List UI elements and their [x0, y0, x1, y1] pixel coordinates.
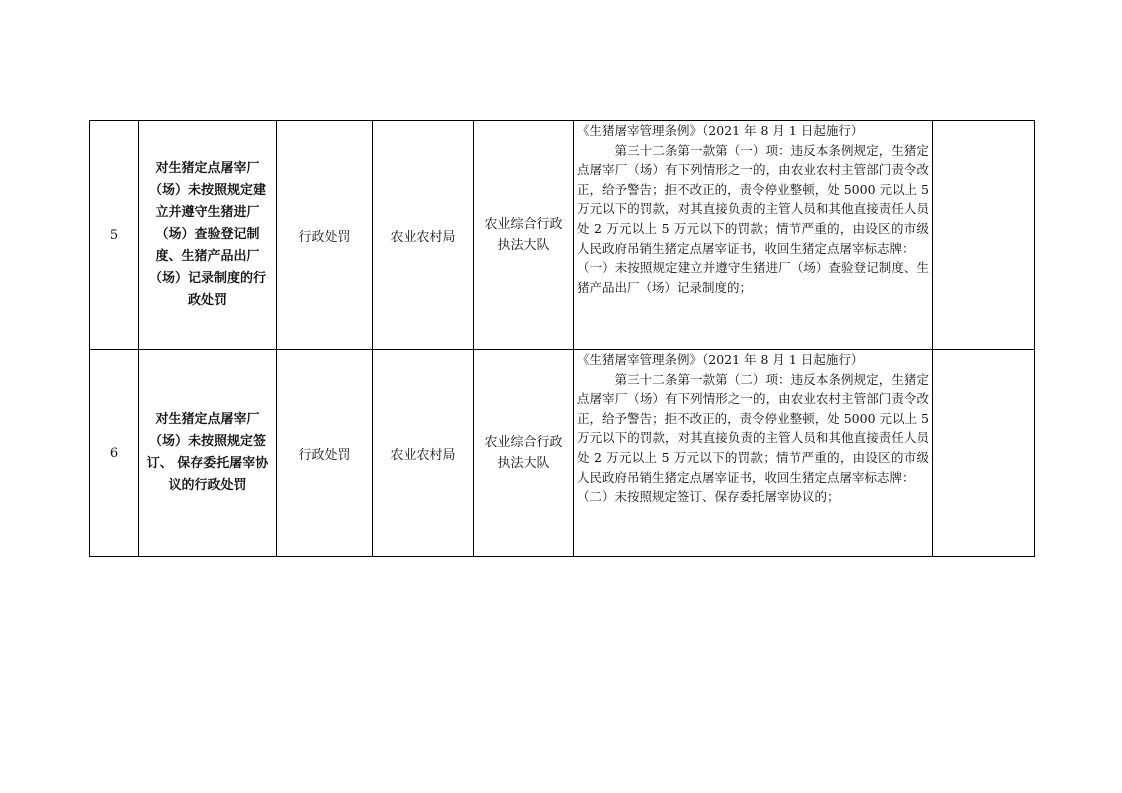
table-row — [90, 121, 1035, 350]
legal-basis — [574, 121, 933, 350]
enforcement-unit: 农业综合行政执法大队 — [474, 350, 574, 557]
responsible-department: 农业农村局 — [373, 350, 474, 557]
power-list-table — [89, 120, 1035, 557]
row-number: 6 — [90, 350, 139, 557]
legal-basis-law: 《生猪屠宰管理条例》（2021 年 8 月 1 日起施行） — [577, 352, 864, 367]
legal-basis-law: 《生猪屠宰管理条例》（2021 年 8 月 1 日起施行） — [577, 123, 864, 138]
legal-basis-clause: （一）未按照规定建立并遵守生猪进厂（场）查验登记制度、生猪产品出厂（场）记录制度的； — [577, 260, 929, 295]
item-name: 对生猪定点屠宰厂（场）未按照规定签订、 保存委托屠宰协议的行政处罚 — [139, 350, 277, 557]
power-category: 行政处罚 — [277, 121, 373, 350]
note-cell — [933, 121, 1035, 350]
legal-basis-body: 第三十二条第一款第（一）项：违反本条例规定，生猪定点屠宰厂（场）有下列情形之一的，由农业农村主管部门责令改正，给予警告；拒不改正的，责令停业整顿，处 5000 元以上 5 万元以下的罚款，对其直接负责的主管人员和其他直接责任人员处 2 万元以上 5 万元以下的罚款；情节严重的，由设区的市级人民政府吊销生猪定点屠宰证书，收回生猪定点屠宰标志牌： — [577, 142, 929, 256]
item-name: 对生猪定点屠宰厂（场）未按照规定建立并遵守生猪进厂（场）查验登记制度、生猪产品出厂（场）记录制度的行政处罚 — [139, 121, 277, 350]
note-cell — [933, 350, 1035, 557]
table-row — [90, 350, 1035, 557]
row-number: 5 — [90, 121, 139, 350]
power-category: 行政处罚 — [277, 350, 373, 557]
responsible-department: 农业农村局 — [373, 121, 474, 350]
legal-basis-body: 第三十二条第一款第（二）项：违反本条例规定，生猪定点屠宰厂（场）有下列情形之一的，由农业农村主管部门责令改正，给予警告；拒不改正的，责令停业整顿，处 5000 元以上 5 万元以下的罚款，对其直接负责的主管人员和其他直接责任人员处 2 万元以上 5 万元以下的罚款；情节严重的，由设区的市级人民政府吊销生猪定点屠宰证书，收回生猪定点屠宰标志牌： — [577, 371, 929, 485]
legal-basis-clause: （二）未按照规定签订、保存委托屠宰协议的； — [577, 489, 840, 505]
legal-basis — [574, 350, 933, 557]
enforcement-unit: 农业综合行政执法大队 — [474, 121, 574, 350]
